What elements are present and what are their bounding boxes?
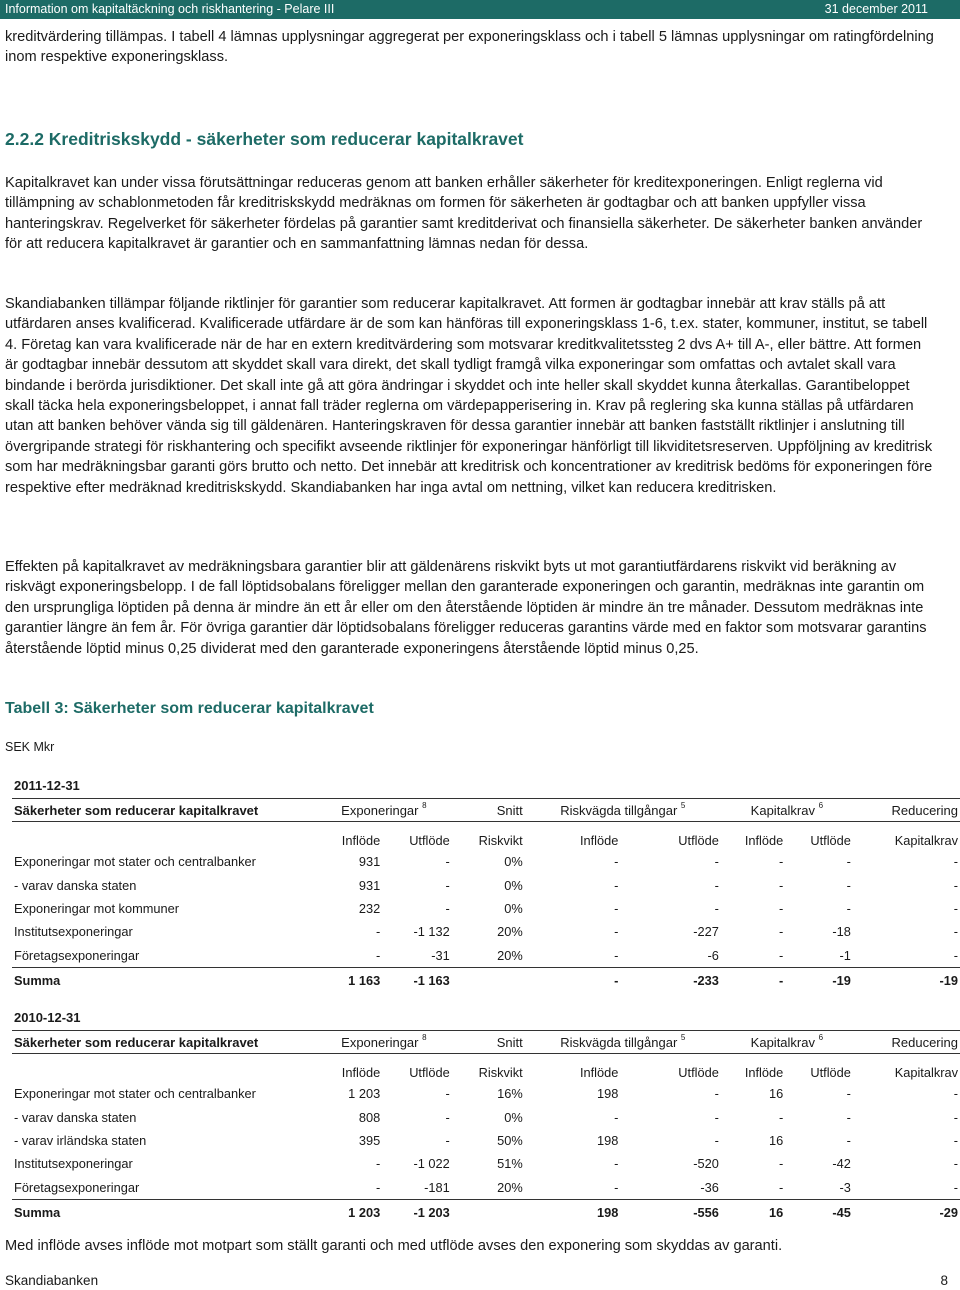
header-title: Information om kapitaltäckning och riskhantering - Pelare III <box>5 2 335 16</box>
cell: - <box>445 1132 450 1148</box>
sub-header: Utflöde <box>810 833 851 848</box>
cell: 20% <box>497 1179 523 1195</box>
sub-header: Kapitalkrav <box>894 833 958 848</box>
cell: - <box>953 947 958 963</box>
table-row <box>12 897 960 920</box>
intro-paragraph: kreditvärdering tillämpas. I tabell 4 lämnas upplysningar aggregerat per exponeringsklass och i tabell 5 lämnas upplysningar om ratingfördelning inom respektive exponeringsklass. <box>5 29 934 66</box>
cell: - <box>714 1132 719 1148</box>
cell: 0% <box>504 1109 523 1125</box>
cell: - <box>614 924 619 940</box>
cell: - <box>614 1109 619 1125</box>
cell: -19 <box>853 967 960 993</box>
sub-header: Inflöde <box>744 1065 784 1080</box>
col-riskvagda: Riskvägda tillgångar $^5$ <box>525 799 721 822</box>
row-label: Företagsexponeringar <box>14 947 140 963</box>
cell: -233 <box>620 967 720 993</box>
table-row <box>12 920 960 943</box>
cell: 931 <box>358 854 381 870</box>
header-date: 31 december 2011 <box>824 2 928 16</box>
cell: - <box>445 1086 450 1102</box>
collateral-table-2011 <box>12 798 960 993</box>
table-period-2010: 2010-12-31 <box>14 1010 81 1025</box>
cell: - <box>714 1109 719 1125</box>
sub-header: Riskvikt <box>478 1065 523 1080</box>
cell: -29 <box>853 1199 960 1225</box>
cell: - <box>614 1179 619 1195</box>
cell: - <box>525 967 621 993</box>
footer-company: Skandiabanken <box>5 1273 99 1288</box>
cell: -227 <box>693 924 719 940</box>
cell: 808 <box>358 1109 381 1125</box>
table-row <box>12 1152 960 1175</box>
sub-header-row <box>12 1054 960 1083</box>
cell: -520 <box>693 1156 719 1172</box>
paragraph-2: Skandiabanken tillämpar följande riktlinjer för garantier som reducerar kapitalkravet. Att formen är godtagbar innebär att krav ställs på att utfärdaren anses kvalificerad. Kvalificerade utfärdare är de som kan hänföras till exponeringsklass 1-6, t.ex. stater, kommuner, institut, se tabell 4. Företag kan vara kvalificerade när de har en extern kreditvärdering som motsvarar kreditkvalitetssteg 2 dvs A+ till A-, eller bättre. Att formen är godtagbar innebär dessutom att skyddet skall vara direkt, det skall tydligt framgå vilka exponeringar som omfattas och avtalet skall vara bindande i berörda jurisdiktioner. Det skall inte gå att göra ändringar i skyddet och inte heller skall skyddet kunna återkallas. Garantibeloppet skall täcka hela exponeringsbeloppet, i annat fall träder reglerna om värdepapperisering in. Krav på reglering ska kunna ställas på utfärdaren utan att banken behöver vända sig till gäldenären. Hanteringskraven för dessa garantier innebär att banken fastställt riktlinjer i anslutning till övergripande strategi för riskhantering och specifikt avseende riktlinjer för exponeringar hänförligt till likviditetsreserven. Uppföljning av kreditrisk som har medräkningsbar garanti görs brutto och netto. Det innebär att kreditrisk och koncentrationer av kreditrisk bedöms för exponeringen före respektive efter medräknad kreditriskskydd. Skandiabanken har inga avtal om nettning, vilket kan reducera kreditrisken. <box>5 296 933 496</box>
sub-header: Riskvikt <box>478 833 523 848</box>
cell: - <box>614 1156 619 1172</box>
row-label: Institutsexponeringar <box>14 924 133 940</box>
row-label: - varav danska staten <box>14 1109 137 1125</box>
cell: - <box>846 1086 851 1102</box>
table-row <box>12 873 960 896</box>
cell: - <box>953 1132 958 1148</box>
cell: 1 163 <box>316 967 382 993</box>
col-label: Säkerheter som reducerar kapitalkravet <box>12 799 316 822</box>
cell: - <box>779 1109 784 1125</box>
row-label: Exponeringar mot stater och centralbanker <box>14 1086 256 1102</box>
sub-header: Kapitalkrav <box>894 1065 958 1080</box>
table-row <box>12 1176 960 1200</box>
cell: - <box>953 924 958 940</box>
cell: - <box>953 1156 958 1172</box>
cell: 16 <box>769 1086 784 1102</box>
col-exponeringar: Exponeringar $^8$ <box>316 1031 452 1054</box>
cell: -1 022 <box>413 1156 450 1172</box>
cell: -1 132 <box>413 924 450 940</box>
cell: 20% <box>497 924 523 940</box>
total-row <box>12 1199 960 1225</box>
sub-header: Utflöde <box>409 1065 450 1080</box>
cell: -556 <box>620 1199 720 1225</box>
page-number: 8 <box>940 1273 948 1288</box>
col-kapitalkrav: Kapitalkrav $^6$ <box>721 1031 853 1054</box>
cell: - <box>846 877 851 893</box>
row-label: Exponeringar mot kommuner <box>14 900 180 916</box>
column-header-row <box>12 1031 960 1054</box>
col-reducering: Reducering <box>853 1031 960 1054</box>
row-label: Institutsexponeringar <box>14 1156 133 1172</box>
sub-header: Utflöde <box>678 1065 719 1080</box>
cell: -1 <box>839 947 851 963</box>
cell: - <box>953 877 958 893</box>
cell: -1 203 <box>382 1199 452 1225</box>
cell: 20% <box>497 947 523 963</box>
col-label: Säkerheter som reducerar kapitalkravet <box>12 1031 316 1054</box>
cell: 0% <box>504 877 523 893</box>
sub-header: Utflöde <box>810 1065 851 1080</box>
cell: - <box>953 1086 958 1102</box>
row-label: - varav irländska staten <box>14 1132 147 1148</box>
cell: - <box>375 924 381 940</box>
cell: -181 <box>424 1179 450 1195</box>
cell: 16 <box>769 1132 784 1148</box>
cell: - <box>953 1179 958 1195</box>
cell: - <box>779 900 784 916</box>
table-row <box>12 1129 960 1152</box>
sub-header: Inflöde <box>579 833 619 848</box>
cell: -36 <box>700 1179 719 1195</box>
table-row <box>12 1082 960 1105</box>
cell: - <box>614 854 619 870</box>
paragraph-3: Effekten på kapitalkravet av medräkningsbara garantier blir att gäldenärens riskvikt byts ut mot garantiutfärdarens riskvikt vid beräkning av riskvägt exponeringsbelopp. I de fall löptidsobalans föreligger mellan den garanterade exponeringen och garantin, medräknas inte garantin om den ursprungliga löptiden på denna är mindre än ett år eller om den återstående löptiden är mindre än tre månader. Dessutom medräknas inte garantier längre än fem år. För övriga garantier där löptidsobalans föreligger reduceras garantins värde med en faktor som motsvarar garantins återstående löptid minus 0,25 dividerat med den garanterade exponeringens återstående löptid minus 0,25. <box>5 559 927 657</box>
cell: 931 <box>358 877 381 893</box>
cell: - <box>779 1156 784 1172</box>
cell: - <box>445 877 450 893</box>
sub-header: Utflöde <box>678 833 719 848</box>
cell: -1 163 <box>382 967 452 993</box>
col-snitt: Snitt <box>452 1031 525 1054</box>
row-label: - varav danska staten <box>14 877 137 893</box>
col-riskvagda: Riskvägda tillgångar $^5$ <box>525 1031 721 1054</box>
col-kapitalkrav: Kapitalkrav $^6$ <box>721 799 853 822</box>
cell: - <box>779 924 784 940</box>
cell: - <box>953 1109 958 1125</box>
table-row <box>12 850 960 873</box>
unit-label: SEK Mkr <box>5 740 55 754</box>
cell: -6 <box>707 947 719 963</box>
cell: -19 <box>785 967 853 993</box>
cell: 395 <box>358 1132 381 1148</box>
col-exponeringar: Exponeringar $^8$ <box>316 799 452 822</box>
page-header <box>0 0 960 19</box>
cell: 16% <box>497 1086 523 1102</box>
cell: - <box>721 967 785 993</box>
table-period-2011: 2011-12-31 <box>14 778 80 793</box>
cell <box>452 967 525 993</box>
cell: - <box>779 854 784 870</box>
page-footer <box>5 1273 948 1288</box>
table-caption: Tabell 3: Säkerheter som reducerar kapitalkravet <box>5 700 374 717</box>
table-row <box>12 944 960 968</box>
cell: 0% <box>504 854 523 870</box>
cell: 16 <box>721 1199 785 1225</box>
total-label: Summa <box>12 967 316 993</box>
cell: 232 <box>358 900 381 916</box>
sub-header: Inflöde <box>341 1065 381 1080</box>
cell: - <box>779 947 784 963</box>
sub-header: Inflöde <box>579 1065 619 1080</box>
cell: - <box>846 1132 851 1148</box>
sub-header: Inflöde <box>744 833 784 848</box>
row-label: Företagsexponeringar <box>14 1179 140 1195</box>
cell: 198 <box>597 1132 619 1148</box>
col-reducering: Reducering <box>853 799 960 822</box>
cell: - <box>779 1179 784 1195</box>
cell: - <box>846 900 851 916</box>
cell: - <box>375 947 381 963</box>
table-row <box>12 1105 960 1128</box>
section-heading: 2.2.2 Kreditriskskydd - säkerheter som reducerar kapitalkravet <box>5 129 524 149</box>
total-label: Summa <box>12 1199 316 1225</box>
cell: - <box>714 900 719 916</box>
column-header-row <box>12 799 960 822</box>
cell: -42 <box>832 1156 851 1172</box>
paragraph-1: Kapitalkravet kan under vissa förutsättningar reduceras genom att banken erhåller säkerheter för kreditexponeringen. Enligt reglerna vid tillämpning av schablonmetoden får kreditriskskydd medräknas om formen för säkerheten är godtagbar och att banken uppfyller vissa hanteringskrav. Regelverket för säkerheter fördelas på garantier samt kreditderivat och finansiella säkerheter. De säkerheter banken använder för att reducera kapitalkravet är garantier och en sammanfattning lämnas nedan för dessa. <box>5 175 923 253</box>
cell: - <box>953 900 958 916</box>
cell: 198 <box>525 1199 621 1225</box>
collateral-table-2010 <box>12 1030 960 1225</box>
cell: 51% <box>497 1156 523 1172</box>
cell: 198 <box>597 1086 619 1102</box>
cell: - <box>714 854 719 870</box>
cell: 1 203 <box>348 1086 381 1102</box>
cell: - <box>714 877 719 893</box>
cell: - <box>375 1156 381 1172</box>
cell: - <box>846 854 851 870</box>
cell: - <box>445 1109 450 1125</box>
cell: -31 <box>431 947 450 963</box>
sub-header: Utflöde <box>409 833 450 848</box>
cell: -3 <box>839 1179 851 1195</box>
cell: 50% <box>497 1132 523 1148</box>
cell: - <box>953 854 958 870</box>
cell: - <box>714 1086 719 1102</box>
sub-header-row <box>12 822 960 851</box>
cell: - <box>614 877 619 893</box>
cell: - <box>445 900 450 916</box>
cell: - <box>614 900 619 916</box>
row-label: Exponeringar mot stater och centralbanker <box>14 854 256 870</box>
cell: -45 <box>785 1199 853 1225</box>
table-note: Med inflöde avses inflöde mot motpart som ställt garanti och med utflöde avses den exponering som skyddas av garanti. <box>5 1238 783 1254</box>
cell: - <box>614 947 619 963</box>
cell: 0% <box>504 900 523 916</box>
cell: -18 <box>832 924 851 940</box>
total-row <box>12 967 960 993</box>
sub-header: Inflöde <box>341 833 381 848</box>
col-snitt: Snitt <box>452 799 525 822</box>
cell: 1 203 <box>316 1199 382 1225</box>
cell: - <box>445 854 450 870</box>
cell: - <box>375 1179 381 1195</box>
cell <box>452 1199 525 1225</box>
cell: - <box>779 877 784 893</box>
cell: - <box>846 1109 851 1125</box>
